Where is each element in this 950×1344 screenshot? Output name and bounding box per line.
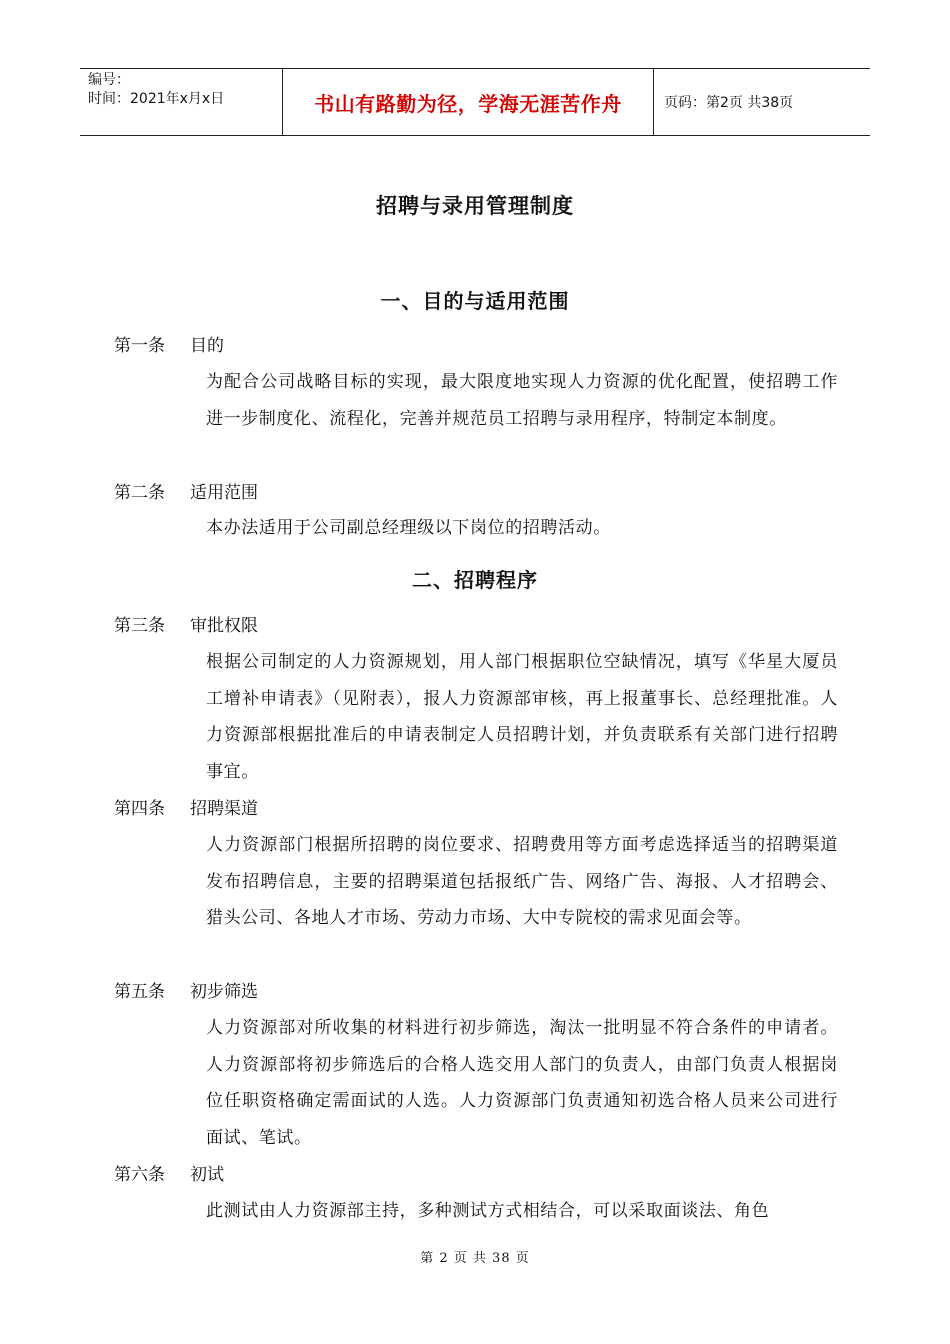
header-motto: 书山有路勤为径，学海无涯苦作舟 — [314, 91, 622, 116]
article-heading — [114, 481, 258, 505]
page-footer: 第 2 页 共 38 页 — [420, 1251, 530, 1266]
article-number: 第五条 — [114, 982, 165, 1002]
article-heading — [114, 614, 258, 638]
article-body: 为配合公司战略目标的实现，最大限度地实现人力资源的优化配置，使招聘工作进一步制度化、流程化，完善并规范员工招聘与录用程序，特制定本制度。 — [206, 372, 838, 429]
article-number: 第三条 — [114, 616, 165, 636]
document-title: 招聘与录用管理制度 — [376, 194, 574, 218]
article-body: 本办法适用于公司副总经理级以下岗位的招聘活动。 — [206, 518, 611, 538]
article-number: 第四条 — [114, 799, 165, 819]
article-number: 第一条 — [114, 336, 165, 356]
header-page-info: 页码：第2页 共38页 — [664, 95, 794, 111]
article-body: 此测试由人力资源部主持，多种测试方式相结合，可以采取面谈法、角色 — [206, 1201, 770, 1221]
section-title: 一、目的与适用范围 — [380, 289, 570, 313]
article-heading — [114, 797, 258, 821]
article-title: 审批权限 — [190, 616, 258, 636]
page-header — [80, 68, 870, 136]
article-body: 人力资源部门根据所招聘的岗位要求、招聘费用等方面考虑选择适当的招聘渠道发布招聘信息，主要的招聘渠道包括报纸广告、网络广告、海报、人才招聘会、猎头公司、各地人才市场、劳动力市场、大中专院校的需求见面会等。 — [206, 835, 838, 929]
article-title: 初步筛选 — [190, 982, 258, 1002]
article-heading — [114, 1163, 224, 1187]
article-number: 第二条 — [114, 483, 165, 503]
header-date-label: 时间：2021年x月x日 — [88, 91, 225, 107]
article-body: 根据公司制定的人力资源规划，用人部门根据职位空缺情况，填写《华星大厦员工增补申请表》（见附表），报人力资源部审核，再上报董事长、总经理批准。人力资源部根据批准后的申请表制定人员招聘计划，并负责联系有关部门进行招聘事宜。 — [206, 652, 838, 782]
article-title: 适用范围 — [190, 483, 258, 503]
article-number: 第六条 — [114, 1165, 165, 1185]
article-heading — [114, 980, 258, 1004]
article-title: 目的 — [190, 336, 224, 356]
header-number-label: 编号： — [88, 72, 130, 88]
article-heading — [114, 334, 224, 358]
article-body: 人力资源部对所收集的材料进行初步筛选，淘汰一批明显不符合条件的申请者。人力资源部将初步筛选后的合格人选交用人部门的负责人，由部门负责人根据岗位任职资格确定需面试的人选。人力资源部门负责通知初选合格人员来公司进行面试、笔试。 — [206, 1018, 838, 1148]
header-motto-cell — [282, 69, 654, 135]
article-title: 招聘渠道 — [190, 799, 258, 819]
section-title: 二、招聘程序 — [412, 568, 538, 592]
header-meta — [80, 69, 282, 135]
article-title: 初试 — [190, 1165, 224, 1185]
